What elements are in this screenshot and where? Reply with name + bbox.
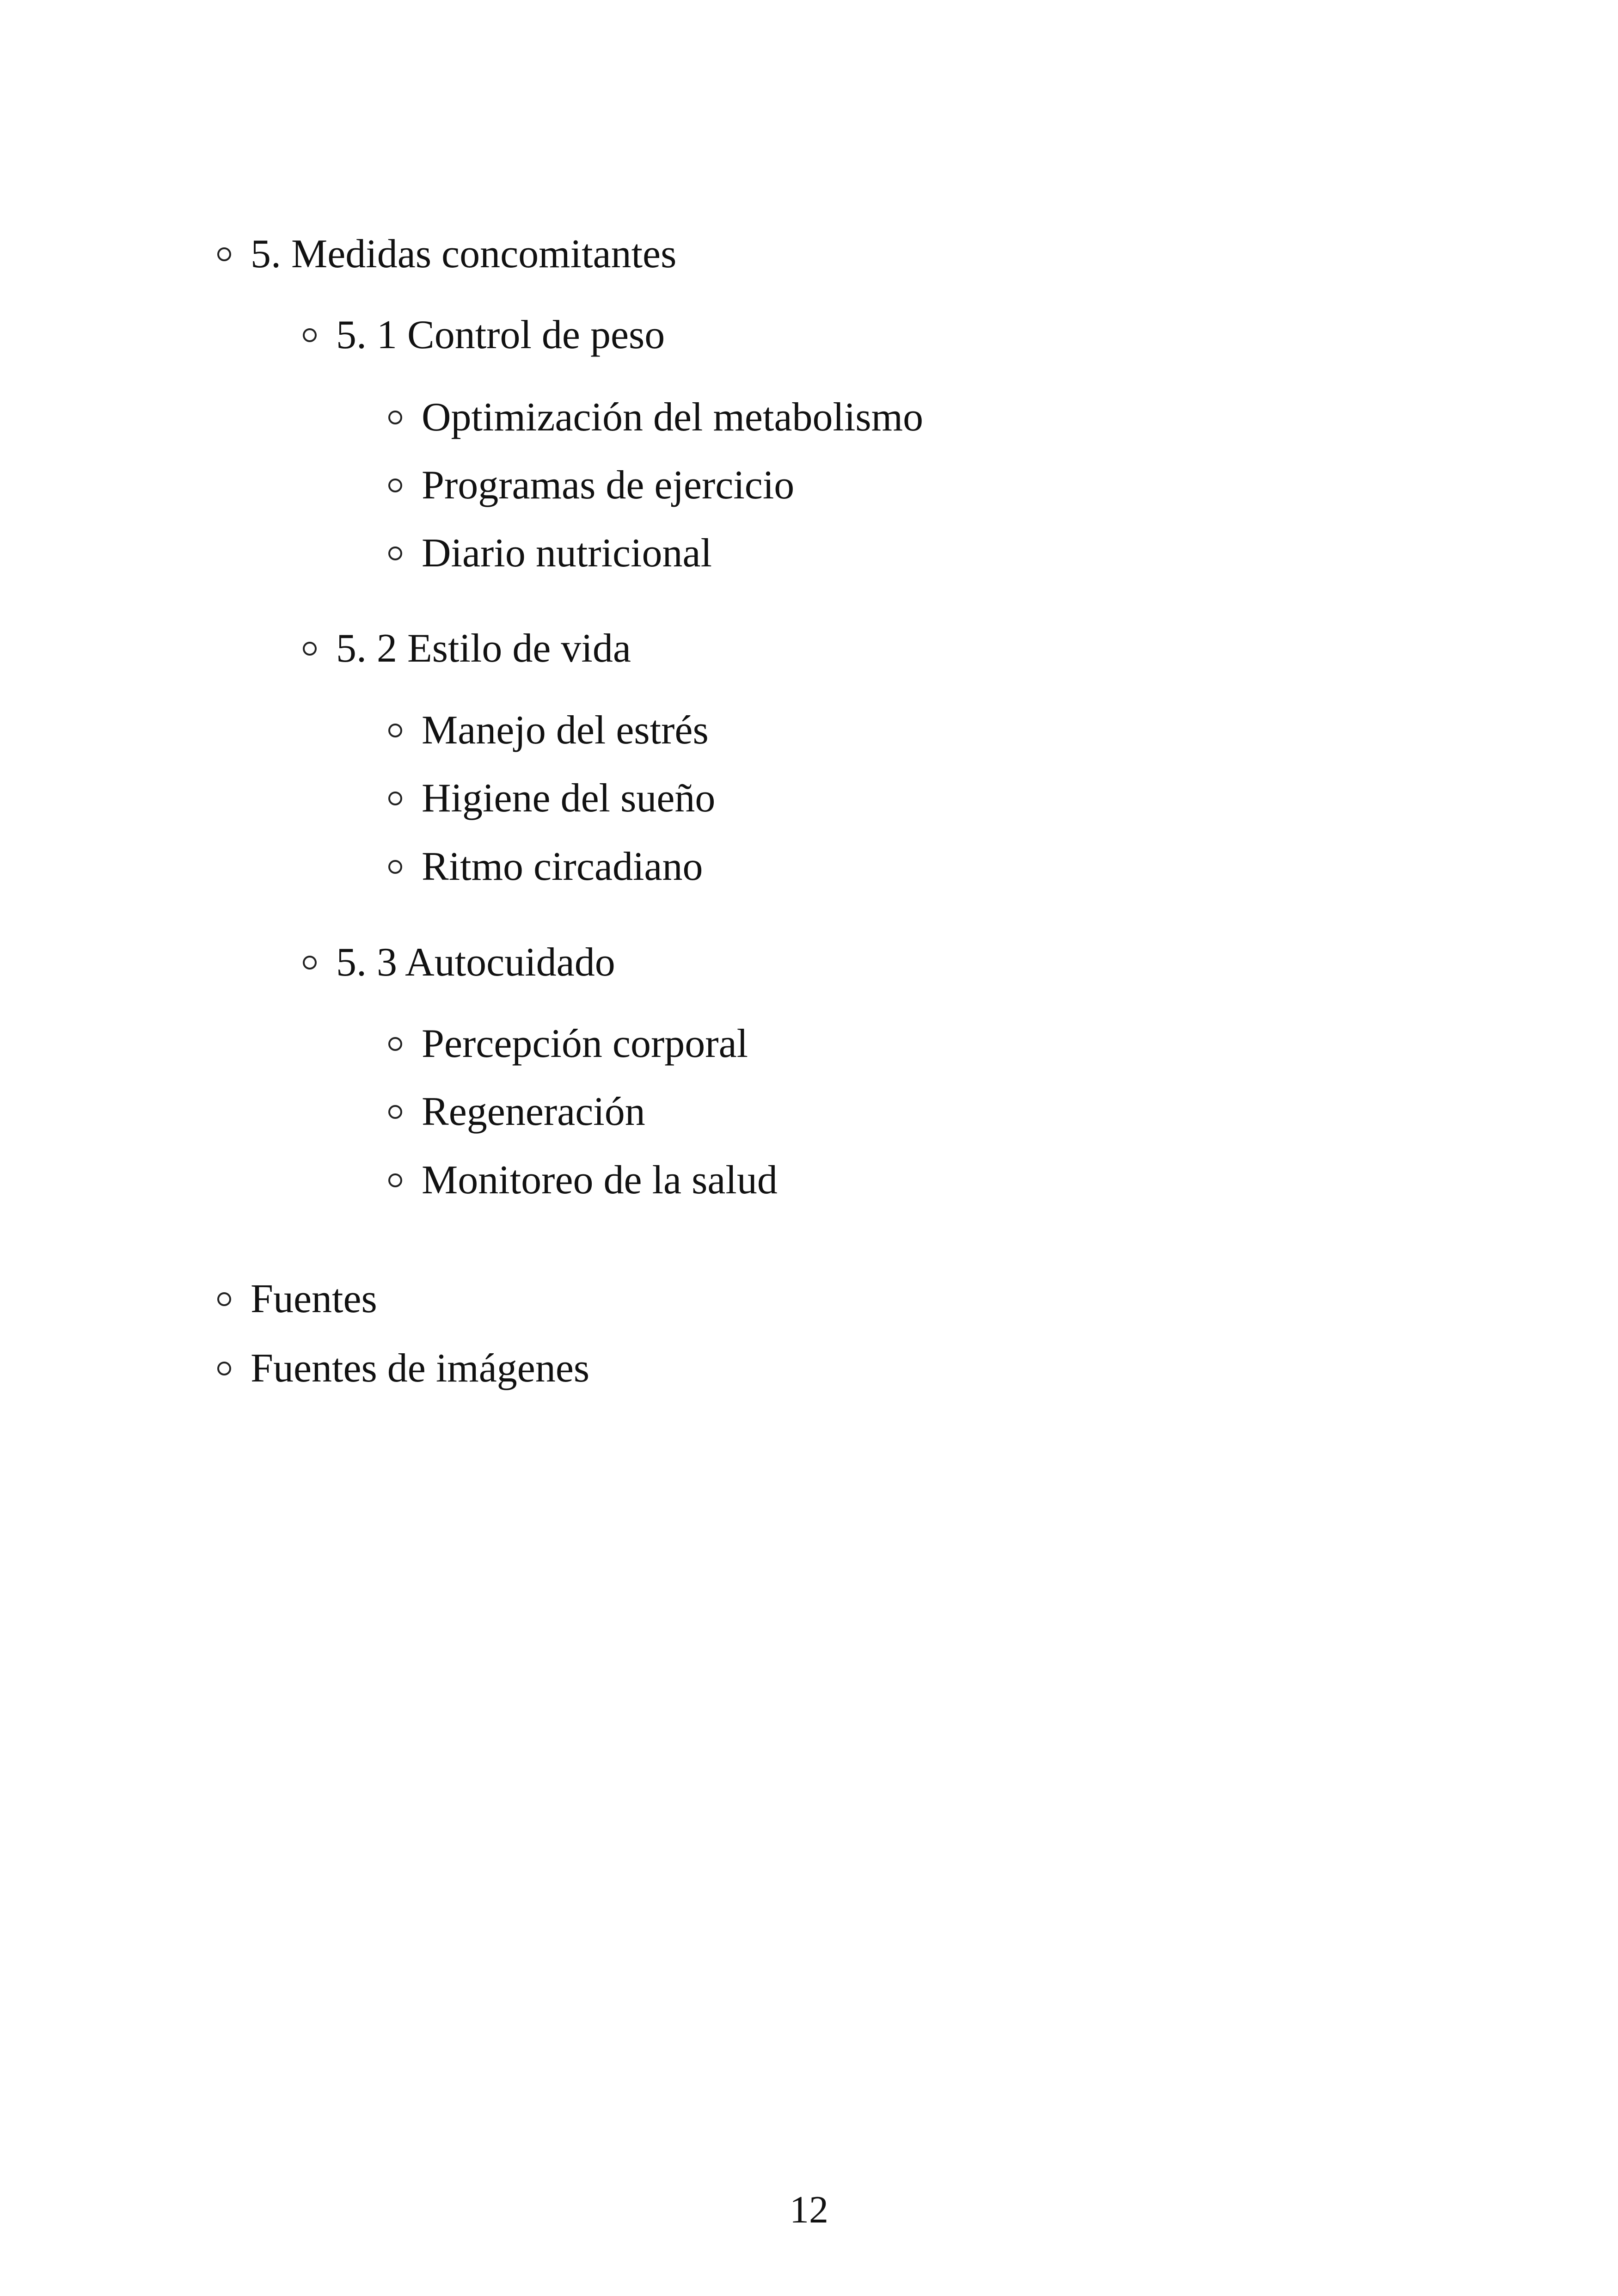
- toc-item-label: Ritmo circadiano: [422, 844, 703, 889]
- toc-item-manejo-estres: [388, 707, 709, 754]
- hollow-circle-icon: [217, 1362, 231, 1375]
- toc-item-fuentes-imagenes: [217, 1345, 589, 1392]
- toc-item-label: Diario nutricional: [422, 531, 712, 576]
- toc-item-percepcion-corporal: [388, 1021, 748, 1067]
- hollow-circle-icon: [388, 724, 402, 737]
- toc-item-label: Higiene del sueño: [422, 776, 716, 821]
- hollow-circle-icon: [303, 642, 317, 656]
- toc-item-label: 5. 2 Estilo de vida: [336, 626, 631, 671]
- toc-item-label: Programas de ejercicio: [422, 463, 795, 508]
- toc-item-higiene-sueno: [388, 775, 715, 822]
- toc-item-medidas-concomitantes: [217, 231, 676, 277]
- toc-item-label: Regeneración: [422, 1089, 645, 1134]
- toc-item-label: 5. Medidas concomitantes: [251, 232, 677, 276]
- toc-item-programas-ejercicio: [388, 462, 794, 509]
- toc-item-label: Monitoreo de la salud: [422, 1158, 778, 1203]
- toc-item-label: Percepción corporal: [422, 1021, 748, 1066]
- hollow-circle-icon: [388, 792, 402, 805]
- toc-item-diario-nutricional: [388, 530, 712, 577]
- toc-item-label: Fuentes de imágenes: [251, 1346, 590, 1391]
- toc-item-fuentes: [217, 1276, 377, 1322]
- toc-item-control-de-peso: [303, 312, 665, 358]
- hollow-circle-icon: [217, 1292, 231, 1306]
- hollow-circle-icon: [388, 1173, 402, 1187]
- page-number: 12: [790, 2188, 828, 2231]
- toc-item-autocuidado: [303, 939, 615, 986]
- hollow-circle-icon: [388, 411, 402, 424]
- toc-item-ritmo-circadiano: [388, 844, 703, 890]
- toc-item-label: Manejo del estrés: [422, 708, 709, 753]
- toc-item-label: Fuentes: [251, 1277, 377, 1321]
- toc-item-label: Optimización del metabolismo: [422, 395, 924, 440]
- toc-item-label: 5. 3 Autocuidado: [336, 940, 615, 985]
- toc-item-regeneracion: [388, 1089, 645, 1135]
- hollow-circle-icon: [217, 247, 231, 261]
- hollow-circle-icon: [388, 1105, 402, 1119]
- toc-item-monitoreo-salud: [388, 1157, 778, 1203]
- hollow-circle-icon: [388, 479, 402, 492]
- hollow-circle-icon: [388, 860, 402, 874]
- toc-item-estilo-de-vida: [303, 626, 631, 672]
- hollow-circle-icon: [303, 328, 317, 342]
- hollow-circle-icon: [388, 1037, 402, 1051]
- toc-item-label: 5. 1 Control de peso: [336, 313, 665, 357]
- hollow-circle-icon: [388, 546, 402, 560]
- toc-item-optimizacion-metabolismo: [388, 394, 923, 441]
- hollow-circle-icon: [303, 956, 317, 970]
